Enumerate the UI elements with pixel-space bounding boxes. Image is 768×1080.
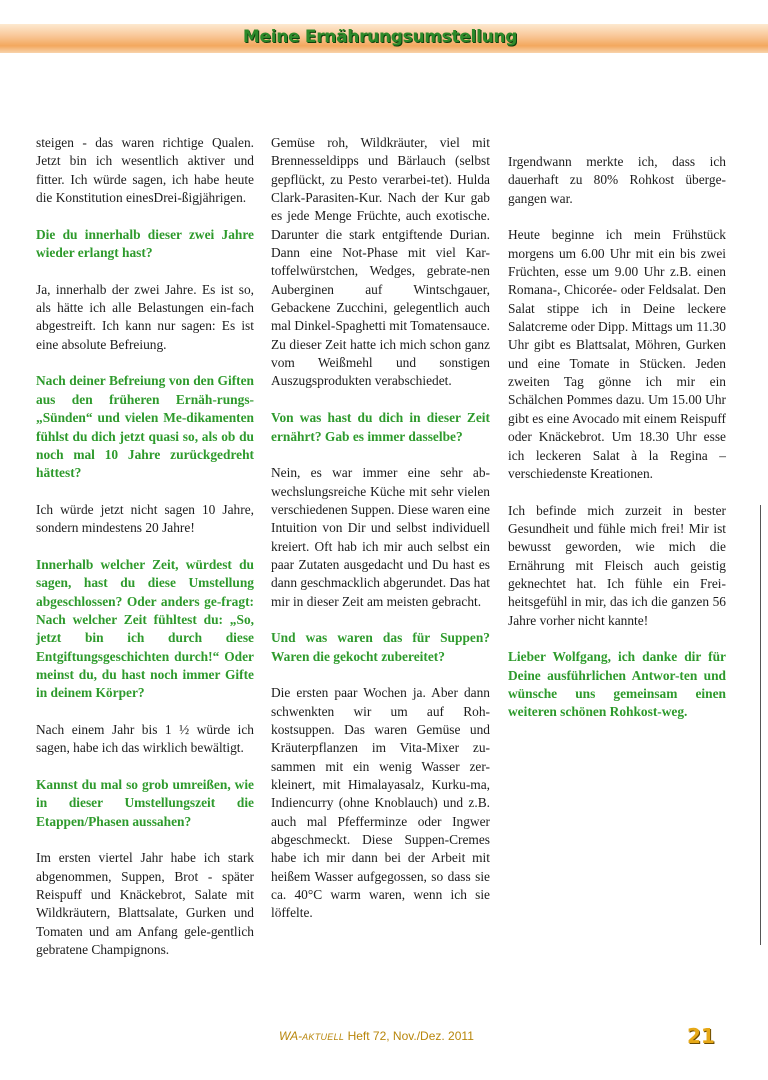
body-paragraph: Im ersten viertel Jahr habe ich stark abgenommen, Suppen, Brot - später Reispuff und Knäckebrot, Salate mit Wildkräutern, Blattsalate, Gurken und Tomaten und am Anfang gele-gentlich gebratene Champignons. xyxy=(36,850,254,958)
body-paragraph: Ja, innerhalb der zwei Jahre. Es ist so, als hätte ich alle Belastungen ein-fach abgestreift. Ich kann nur sagen: Es ist eine absolute Befreiung. xyxy=(36,281,254,352)
page-number: 21 xyxy=(687,1024,715,1048)
interview-question: Innerhalb welcher Zeit, würdest du sagen, hast du diese Umstellung abgeschlossen? Oder anders ge-fragt: Nach welcher Zeit fühltest du: „So, jetzt bin ich durch diese Entgiftungsgeschichten durch!“ Oder meinst du, du hast noch immer Gifte in deinem Körper? xyxy=(36,556,254,701)
interview-question: Die du innerhalb dieser zwei Jahre wieder erlangt hast? xyxy=(36,226,254,261)
interview-question: Von was hast du dich in dieser Zeit ernährt? Gab es immer dasselbe? xyxy=(271,410,490,444)
magazine-brand: WA- xyxy=(279,1029,303,1043)
body-paragraph: Ich befinde mich zurzeit in bester Gesundheit und fühle mich frei! Mir ist bewusst geworden, wie mich die Ernährung mit Fleisch auch geistig geknechtet hat. Ich fühle ein Frei-heitsgefühl in mir, das ich die ganzen 56 Jahre vorher nicht kannte! xyxy=(508,502,726,628)
margin-rule xyxy=(760,505,761,945)
column-2 xyxy=(271,134,490,941)
interview-question: Lieber Wolfgang, ich danke dir für Deine ausführlichen Antwor-ten und wünsche uns gemeinsam einen weiteren schönen Rohkost-weg. xyxy=(508,649,726,720)
column-1 xyxy=(36,134,254,978)
interview-question: Kannst du mal so grob umreißen, wie in dieser Umstellungszeit die Etappen/Phasen aussahen? xyxy=(36,777,254,829)
page-title: Meine Ernährungsumstellung xyxy=(242,27,518,47)
interview-question: Und was waren das für Suppen? Waren die gekocht zubereitet? xyxy=(271,630,490,664)
footer xyxy=(279,1029,474,1043)
magazine-brand-sub: AKTUELL xyxy=(302,1032,345,1042)
body-paragraph: Ich würde jetzt nicht sagen 10 Jahre, sondern mindestens 20 Jahre! xyxy=(36,501,254,536)
body-paragraph: Nein, es war immer eine sehr ab-wechslungsreiche Küche mit sehr vielen verschiedenen Suppen. Diese waren eine Intuition von Dir und selbst individuell kreiert. Oft hab ich mir auch selbst ein paar Zutaten ausgedacht und Du hast es dann geschmacklich abgerundet. Das hat mir in dieser Zeit am meisten gebracht. xyxy=(271,465,491,609)
issue-info: Heft 72, Nov./Dez. 2011 xyxy=(347,1029,474,1043)
interview-question: Nach deiner Befreiung von den Giften aus den früheren Ernäh-rungs-„Sünden“ und vielen Me-dikamenten fühlst du dich jetzt quasi so, als ob du noch mal 10 Jahre zurückgedreht hättest? xyxy=(36,373,254,481)
body-paragraph: Gemüse roh, Wildkräuter, viel mit Brennesseldipps und Bärlauch (selbst gepflückt, zu Pesto verarbei-tet). Hulda Clark-Parasiten-Kur. Nach der Kur gab es jede Menge Früchte, auch exotische. Darunter die stark entgiftende Durian. Dann eine Not-Phase mit viel Kar-toffelwürstchen, Wedges, gebrate-nen Auberginen auf Wintschgauer, Gebackene Zucchini, gelegentlich auch mal Dinkel-Spaghetti mit Tomatensauce. Zu dieser Zeit hatte ich mich schon ganz vom Weißmehl und sonstigen Auszugsprodukten verabschiedet. xyxy=(271,135,490,389)
body-paragraph: Die ersten paar Wochen ja. Aber dann schwenkten wir um auf Roh-kostsuppen. Das waren Gemüse und Kräuterpflanzen im Vita-Mixer zu-sammen mit ein wenig Wasser zer-kleinert, mit Himalayasalz, Kurku-ma, Indiencurry (ohne Knoblauch) und z.B. auch mal Pfefferminze oder Ingwer abgeschmeckt. Diese Suppen-Cremes habe ich mir dann bei der Arbeit mit heißem Wasser aufgegossen, so dass sie ca. 40°C warm waren, wenn ich sie löffelte. xyxy=(271,685,490,921)
body-paragraph: steigen - das waren richtige Qualen. Jetzt bin ich wesentlich aktiver und fitter. Ich würde sagen, ich habe heute die Konstitution einesDrei-ßigjährigen. xyxy=(36,135,254,206)
body-paragraph: Irgendwann merkte ich, dass ich dauerhaft zu 80% Rohkost überge-gangen war. xyxy=(508,154,726,206)
body-paragraph: Nach einem Jahr bis 1 ½ würde ich sagen, habe ich das wirklich bewältigt. xyxy=(36,722,254,756)
column-3 xyxy=(508,153,726,740)
body-paragraph: Heute beginne ich mein Frühstück morgens um 6.00 Uhr mit ein bis zwei Früchten, esse um 9.00 Uhr z.B. einen Romana-, Chicorée- oder Feldsalat. Den Salat stippe ich in Deine leckere Salatcreme oder Dipp. Mittags um 11.30 Uhr gibt es Blattsalat, Möhren, Gurken und eine Tomate in Stücken. Jeden zweiten Tag gönne ich mir ein Schälchen Pommes dazu. Um 15.00 Uhr gibt es eine Avocado mit einem Reispuff oder Knäckebrot. Um 18.30 Uhr esse ich leckeren Salat à la Regina – verschiedenste Kreationen. xyxy=(508,227,726,481)
